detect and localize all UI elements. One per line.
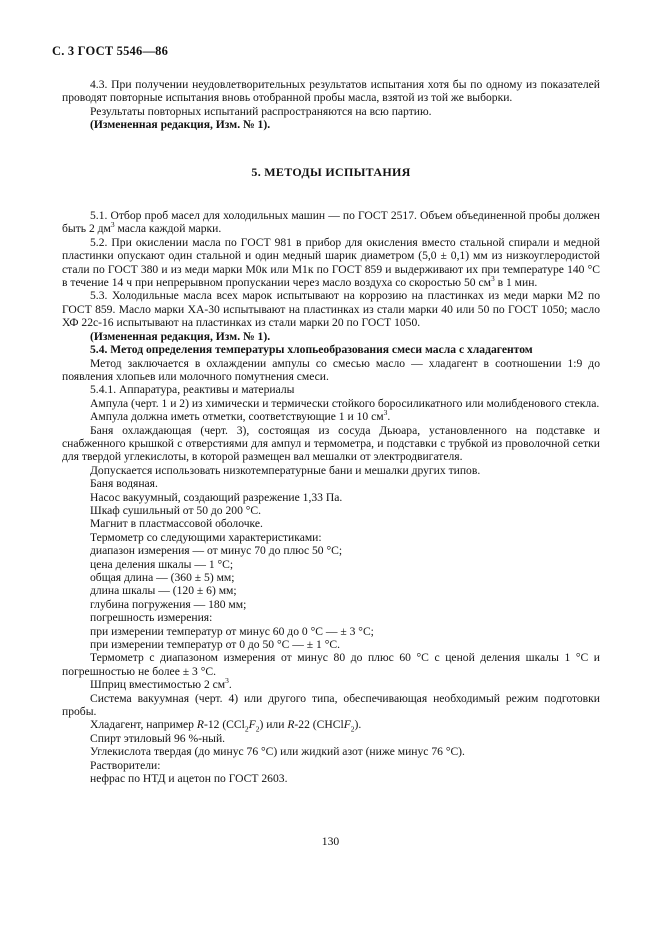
section-title: 5. МЕТОДЫ ИСПЫТАНИЯ (251, 164, 411, 179)
item-ampoule-marks: Ампула должна иметь отметки, соответствующие 1 и 10 $см^3$. (90, 408, 391, 424)
item-allowed-alternatives: Допускается использовать низкотемпературные бани и мешалки других типов. (90, 463, 481, 477)
paragraph-4-3: 4.3. При получении неудовлетворительных результатов испытания хотя бы по одному из показателей проводят повторные испытания вновь отобранной пробы масла, взятой из той же выборки. (62, 78, 600, 105)
paragraph-5-4-1: 5.4.1. Аппаратура, реактивы и материалы (90, 383, 295, 397)
item-refrigerant: Хладагент, например R-12 $(CCl_2F_2)$ или R-22 (CHClF$_2$). (90, 718, 362, 734)
item-dry-ice: Углекислота твердая (до минус 76 °С) или жидкий азот (ниже минус 76 °С). (90, 745, 465, 759)
item-magnet: Магнит в пластмассовой оболочке. (90, 517, 263, 531)
item-cooling-bath: Баня охлаждающая (черт. 3), состоящая из сосуда Дьюара, установленного на подставке и снабженного крышкой с отверстиями для ампул и термометра, и подставки с трубкой из проволочной сетки для твердой углекислоты, в которой размещен вал мешалки от электродвигателя. (62, 423, 600, 464)
paragraph-5-2: 5.2. При окислении масла по ГОСТ 981 в прибор для окисления вместо стальной спирали и медной пластинки опускают один стальной и один медный шарик диаметром (5,0 ± 0,1) мм из низкоуглеродистой стали по ГОСТ 380 и из меди марки М0к или М1к по ГОСТ 859 и выдерживают их при температуре 140 °С в течение 14 ч при непрерывном пропускании через масло воздуха со скоростью 50 $см^3$ в 1 мин. (62, 235, 600, 290)
paragraph-5-4-text: Метод заключается в охлаждении ампулы со смесью масло — хладагент в соотношении 1:9 до появления хлопьев или молочного помутнения смеси. (62, 356, 600, 383)
item-water-bath: Баня водяная. (90, 477, 158, 491)
thermometer-length: общая длина — (360 ± 5) мм; (90, 571, 235, 584)
amendment-note-1: (Измененная редакция, Изм. № 1). (90, 118, 271, 132)
item-drying-oven: Шкаф сушильный от 50 до 200 °С. (90, 503, 262, 517)
item-thermometer-intro: Термометр со следующими характеристиками: (90, 530, 322, 544)
thermometer-error-low: при измерении температур от минус 60 до 0 °С — ± 3 °С; (90, 624, 374, 638)
thermometer-error: погрешность измерения: (90, 611, 213, 625)
page-header: С. 3 ГОСТ 5546—86 (52, 44, 169, 58)
amendment-note-2: (Измененная редакция, Изм. № 1). (90, 329, 271, 343)
item-solvents: Растворители: (90, 758, 161, 772)
paragraph-5-4-title: 5.4. Метод определения температуры хлопьеобразования смеси масла с хладагентом (90, 343, 533, 357)
thermometer-division: цена деления шкалы — 1 °С; (90, 557, 234, 571)
thermometer-depth: глубина погружения — 180 мм; (90, 597, 247, 611)
document-body (62, 78, 600, 786)
paragraph-5-1: 5.1. Отбор проб масел для холодильных машин — по ГОСТ 2517. Объем объединенной пробы должен быть 2 $дм^3$ масла каждой марки. (62, 209, 600, 236)
item-thermometer-alt: Термометр с диапазоном измерения от минус 80 до плюс 60 °С с ценой деления шкалы 1 °С и погрешностью не более ± 3 °С. (62, 651, 600, 678)
item-vacuum-pump: Насос вакуумный, создающий разрежение 1,33 Па. (90, 490, 343, 504)
item-ethanol: Спирт этиловый 96 %-ный. (90, 731, 226, 745)
thermometer-error-high: при измерении температур от 0 до 50 °С — ± 1 °С. (90, 638, 340, 652)
paragraph-repeat-results: Результаты повторных испытаний распространяются на всю партию. (90, 104, 432, 118)
item-syringe: Шприц вместимостью 2 $см^3$. (90, 676, 232, 692)
paragraph-5-3: 5.3. Холодильные масла всех марок испытывают на коррозию на пластинках из меди марки М2 по ГОСТ 859. Масло марки ХА-30 испытывают на пластинках из стали марки 40 или 50 по ГОСТ 1050; масло ХФ 22с-16 испытывают на пластинках из стали марки 20 по ГОСТ 1050. (62, 289, 600, 330)
item-vacuum-system: Система вакуумная (черт. 4) или другого типа, обеспечивающая необходимый режим подготовки пробы. (62, 691, 600, 719)
thermometer-scale-length: длина шкалы — (120 ± 6) мм; (90, 584, 237, 598)
item-ampoule: Ампула (черт. 1 и 2) из химически и термически стойкого боросиликатного или молибденового стекла. (90, 396, 600, 410)
page-number: 130 (321, 835, 340, 848)
thermometer-range: диапазон измерения — от минус 70 до плюс 50 °С; (90, 544, 343, 558)
item-nefras: нефрас по НТД и ацетон по ГОСТ 2603. (90, 772, 288, 786)
